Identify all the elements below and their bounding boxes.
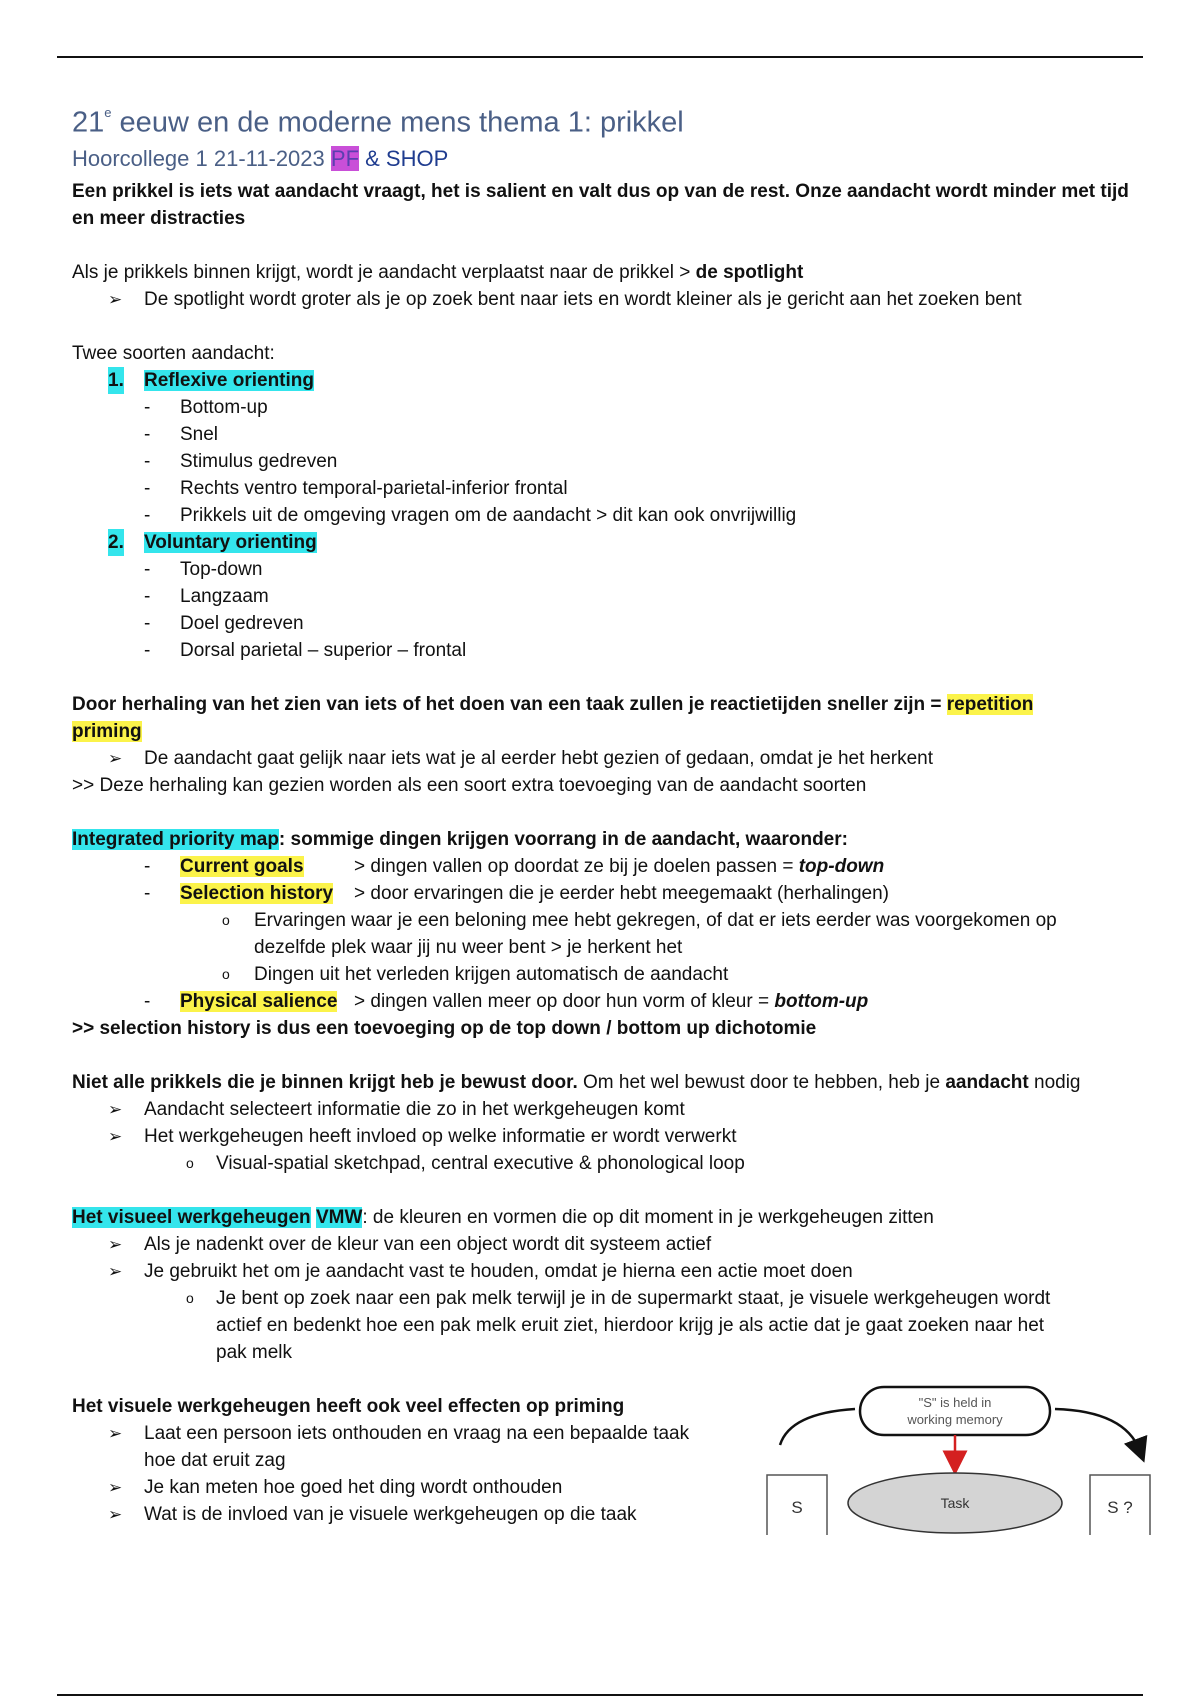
vmw-paragraph: Het visueel werkgeheugen VMW: de kleuren en vormen die op dit moment in je werkgeheugen zitten (72, 1206, 934, 1228)
list-item: - Dorsal parietal – superior – frontal (144, 639, 467, 661)
list-item: ➢ De spotlight wordt groter als je op zoek bent naar iets en wordt kleiner als je gericht aan het zoeken bent (72, 286, 1132, 313)
priority-map-list (72, 853, 1132, 907)
list-item: ➢ Het werkgeheugen heeft invloed op welke informatie er wordt verwerkt (72, 1123, 1132, 1150)
selection-history-note: >> selection history is dus een toevoeging op de top down / bottom up dichotomie (72, 1017, 817, 1039)
svg-text:"S" is held in: "S" is held in (918, 1394, 992, 1410)
list-item: o Ervaringen waar je een beloning mee hebt gekregen, of dat er iets eerder was voorgekomen op dezelfde plek waar jij nu weer bent > je herkent het (72, 907, 1132, 961)
pf-highlight: PF (330, 145, 360, 171)
priming-section (72, 1393, 1132, 1528)
arrow-bullet-icon: ➢ (108, 1099, 123, 1119)
list-item: - Snel (144, 423, 219, 445)
intro-paragraph: Een prikkel is iets wat aandacht vraagt, het is salient en valt dus op van de rest. Onze aandacht wordt minder met tijd en meer distracties (72, 180, 1129, 229)
top-rule (57, 56, 1143, 58)
spotlight-list (72, 286, 1132, 313)
repetition-paragraph: Door herhaling van het zien van iets of het doen van een taak zullen je reactietijden sneller zijn = repetition priming (72, 693, 1034, 742)
lecture-subtitle: Hoorcollege 1 21-11-2023 PF & SHOP (72, 145, 449, 171)
list-item: - Prikkels uit de omgeving vragen om de aandacht > dit kan ook onvrijwillig (144, 504, 797, 526)
voluntary-items (72, 556, 1132, 664)
list-item: o Dingen uit het verleden krijgen automatisch de aandacht (72, 961, 1132, 988)
list-item: 2. Voluntary orienting (72, 529, 1132, 556)
list-item: o Visual-spatial sketchpad, central executive & phonological loop (72, 1150, 1132, 1177)
list-item: ➢ Laat een persoon iets onthouden en vraag na een bepaalde taak hoe dat eruit zag (72, 1420, 752, 1474)
list-item: - Langzaam (144, 585, 269, 607)
circle-bullet-icon: o (186, 1289, 194, 1306)
priming-heading: Het visuele werkgeheugen heeft ook veel effecten op priming (72, 1395, 625, 1417)
left-curve-arrow (780, 1409, 855, 1445)
list-item: ➢ Als je nadenkt over de kleur van een object wordt dit systeem actief (72, 1231, 1132, 1258)
attention-types-list (72, 367, 1132, 394)
circle-bullet-icon: o (222, 911, 230, 928)
arrow-bullet-icon: ➢ (108, 748, 123, 768)
circle-bullet-icon: o (186, 1154, 194, 1171)
svg-text:working memory: working memory (907, 1411, 1003, 1427)
list-item: - Physical salience > dingen vallen meer op door hun vorm of kleur = bottom-up (144, 990, 869, 1012)
arrow-bullet-icon: ➢ (108, 1261, 123, 1281)
reflexive-items (72, 394, 1132, 529)
spotlight-paragraph: Als je prikkels binnen krijgt, wordt je aandacht verplaatst naar de prikkel > de spotlight (72, 261, 804, 283)
list-item: ➢ Je gebruikt het om je aandacht vast te houden, omdat je hierna een actie moet doen (72, 1258, 1132, 1285)
svg-text:Task: Task (940, 1494, 970, 1511)
arrow-bullet-icon: ➢ (108, 1477, 123, 1497)
list-item: ➢ Aandacht selecteert informatie die zo in het werkgeheugen komt (72, 1096, 1132, 1123)
arrow-bullet-icon: ➢ (108, 1234, 123, 1254)
right-curve-arrow (1055, 1409, 1140, 1451)
arrow-bullet-icon: ➢ (108, 1423, 123, 1443)
arrow-bullet-icon: ➢ (108, 1126, 123, 1146)
svg-text:S: S (791, 1497, 803, 1517)
document-page (72, 98, 1132, 1528)
arrow-bullet-icon: ➢ (108, 1504, 123, 1524)
list-item: - Current goals > dingen vallen op doordat ze bij je doelen passen = top-down (144, 855, 885, 877)
list-item: - Bottom-up (144, 396, 268, 418)
circle-bullet-icon: o (222, 965, 230, 982)
list-item: - Doel gedreven (144, 612, 304, 634)
list-item: - Top-down (144, 558, 263, 580)
list-item: - Stimulus gedreven (144, 450, 338, 472)
repetition-note: >> Deze herhaling kan gezien worden als een soort extra toevoeging van de aandacht soorten (72, 774, 867, 796)
working-memory-diagram (750, 1365, 1170, 1535)
bottom-rule (57, 1694, 1143, 1696)
list-item: ➢ Je kan meten hoe goed het ding wordt onthouden (72, 1474, 752, 1501)
priority-map-heading: Integrated priority map: sommige dingen krijgen voorrang in de aandacht, waaronder: (72, 828, 848, 850)
list-item: - Rechts ventro temporal-parietal-inferior frontal (144, 477, 568, 499)
attention-types-heading: Twee soorten aandacht: (72, 342, 275, 364)
list-item: o Je bent op zoek naar een pak melk terwijl je in de supermarkt staat, je visuele werkgeheugen wordt actief en bedenkt hoe een pak melk eruit ziet, hierdoor krijg je als actie dat je gaat zoeken naar het pak melk (72, 1285, 1132, 1366)
list-item: ➢ De aandacht gaat gelijk naar iets wat je al eerder hebt gezien of gedaan, omdat je het herkent (72, 745, 1132, 772)
arrow-bullet-icon: ➢ (108, 289, 123, 309)
awareness-paragraph: Niet alle prikkels die je binnen krijgt heb je bewust door. Om het wel bewust door te hebben, heb je aandacht nodig (72, 1071, 1081, 1093)
page-title: 21e eeuw en de moderne mens thema 1: prikkel (72, 105, 684, 139)
list-item: 1. Reflexive orienting (72, 367, 1132, 394)
svg-text:S ?: S ? (1107, 1497, 1133, 1517)
list-item: ➢ Wat is de invloed van je visuele werkgeheugen op die taak (72, 1501, 752, 1528)
list-item: - Selection history > door ervaringen die je eerder hebt meegemaakt (herhalingen) (144, 882, 889, 904)
